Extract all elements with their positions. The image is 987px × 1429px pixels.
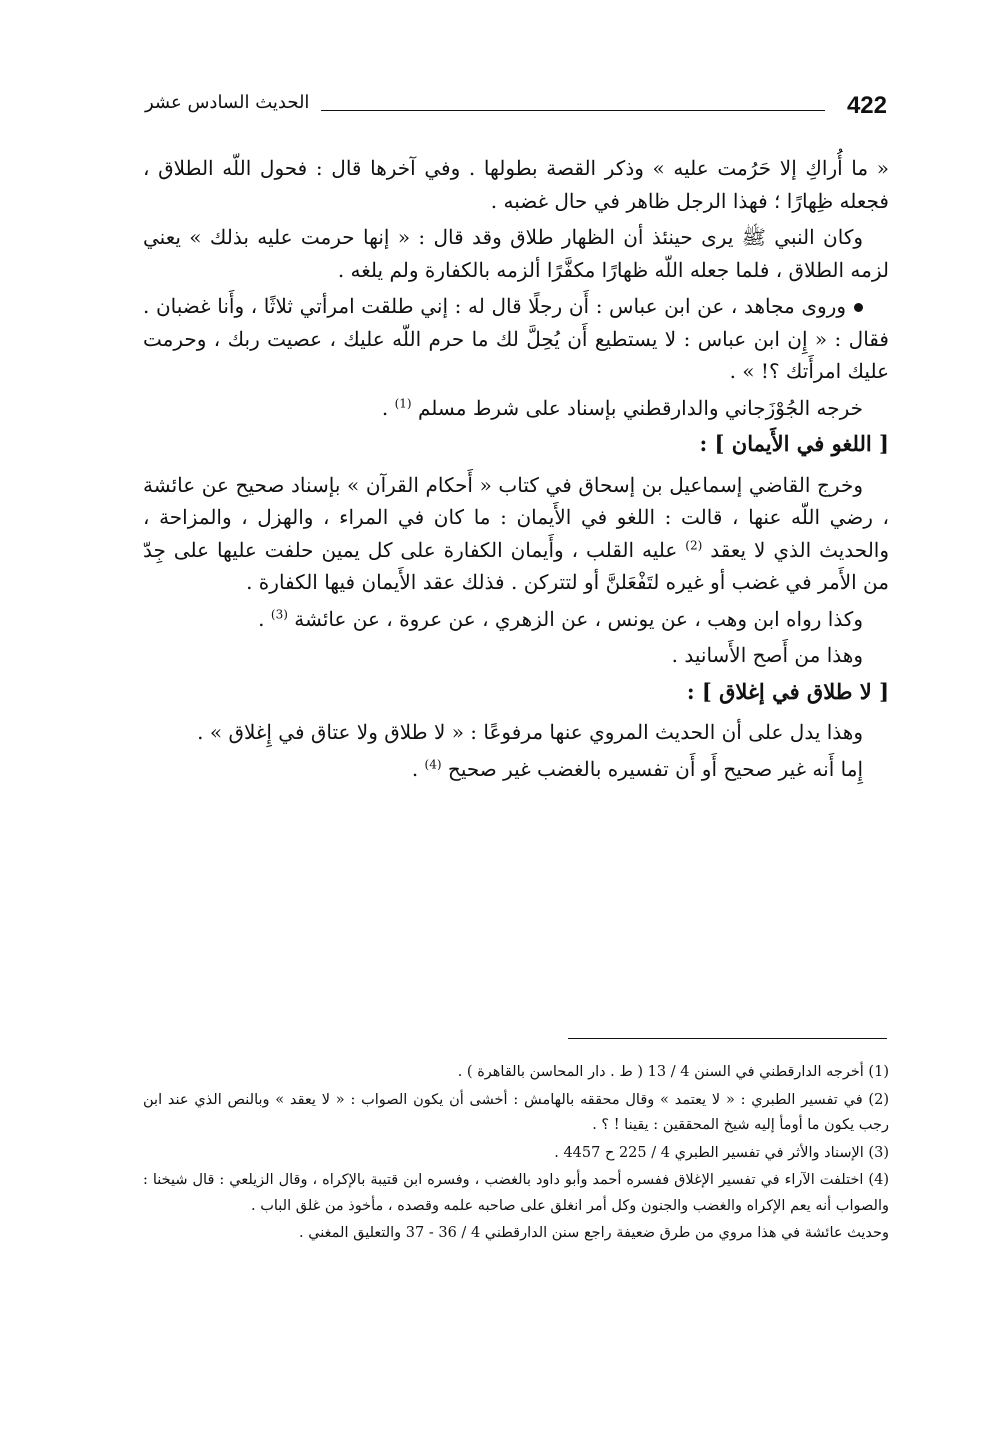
footnote-divider [568,1038,887,1039]
paragraph-5-text-a: وخرج القاضي إسماعيل بن إسحاق في كتاب « أَحكام القرآن » بإسناد صحيح عن عائشة ، رضي اللّه عنها ، قالت : اللغو في الأَيمان : ما كان في المراء ، والهزل ، والمزاحة ، والحديث الذي لا يعقد [143,472,890,562]
paragraph-8: وهذا يدل على أن الحديث المروي عنها مرفوعًا : « لا طلاق ولا عتاق في إِغلاق » . [197,720,863,744]
footnote-3: (3) الإسناد والأثر في تفسير الطبري 4 / 225 ح 4457 . [554,1144,889,1161]
footnote-ref-4[interactable]: (4) [424,756,442,771]
page-header [145,92,887,126]
paragraph-6 [143,603,889,636]
paragraph-4-text: خرجه الجُوْزَجاني والدارقطني بإسناد على شرط مسلم [417,395,863,420]
paragraph-5-text-b: عليه القلب ، وأَيمان الكفارة على كل يمين حلفت عليها على جِدّ من الأَمر في غضب أو غيره لتَفْعَلنَّ أو لتتركن . فذلك عقد الأَيمان فيها الكفارة . [143,537,889,594]
footnote-1: (1) أخرجه الدارقطني في السنن 4 / 13 ( ط . دار المحاسن بالقاهرة ) . [457,1064,889,1080]
running-title: الحديث السادس عشر [145,92,310,113]
footnote-ref-2[interactable]: (2) [685,537,703,552]
paragraph-3-text: وروى مجاهد ، عن ابن عباس : أَن رجلًا قال له : إني طلقت امرأتي ثلاثًا ، وأَنا غضبان . فقال : « إِن ابن عباس : لا يستطيع أَن يُحِلَّ لك ما حرم اللّه عليك ، عصيت ربك ، وحرمت عليك امرأَتك ؟! » . [143,294,889,383]
footnote-4: (4) اختلفت الآراء في تفسير الإغلاق ففسره أحمد وأبو داود بالغضب ، وفسره ابن قتيبة بالإكراه ، وقال الزيلعي : قال شيخنا : والصواب أنه يعم الإكراه والغضب والجنون وكل أمر انغلق على صاحبه علمه وقصده ، مأخوذ من غلق الباب . [143,1172,889,1214]
paragraph-2: وكان النبي ﷺ يرى حينئذ أن الظهار طلاق وقد قال : « إنها حرمت عليه بذلك » يعني لزمه الطلاق ، فلما جعله اللّه ظهارًا مكفَّرًا ألزمه بالكفارة ولم يلغه . [143,225,889,282]
paragraph-1: « ما أُراكِ إلا حَرُمت عليه » وذكر القصة بطولها . وفي آخرها قال : فحول اللّه الطلاق ، فجعله ظِهارًا ؛ فهذا الرجل ظاهر في حال غضبه . [143,156,889,213]
main-text [143,152,889,789]
header-rule [321,110,825,111]
footnotes [143,1060,889,1249]
paragraph-6-end: . [258,606,271,631]
paragraph-4 [143,392,889,425]
paragraph-7: وهذا من أَصح الأَسانيد . [671,643,863,667]
paragraph-9 [143,753,889,786]
paragraph-9-end: . [411,756,425,781]
footnote-ref-1[interactable]: (1) [394,395,412,410]
footnote-ref-3[interactable]: (3) [270,606,288,621]
section-heading-oaths: [ اللغو في الأَيمان ] : [699,431,889,456]
section-heading-ighlaq: [ لا طلاق في إغلاق ] : [686,678,889,704]
page-number: 422 [846,92,887,119]
footnote-4-continued: وحديث عائشة في هذا مروي من طرق ضعيفة راجع سنن الدارقطني 4 / 36 - 37 والتعليق المغني . [298,1225,889,1241]
bullet-icon [854,303,863,312]
paragraph-4-end: . [381,395,395,420]
footnote-2: (2) في تفسير الطبري : « لا يعتمد » وقال محققه بالهامش : أخشى أن يكون الصواب : « لا يعقد » وبالنص الذي عند ابن رجب يكون ما أومأ إليه شيخ المحققين : يقينا ! ؟ . [143,1091,889,1133]
paragraph-6-text: وكذا رواه ابن وهب ، عن يونس ، عن الزهري ، عن عروة ، عن عائشة [294,606,863,631]
paragraph-5 [143,469,889,599]
paragraph-9-text: إِما أَنه غير صحيح أَو أَن تفسيره بالغضب غير صحيح [447,756,863,781]
paragraph-3 [143,290,889,388]
